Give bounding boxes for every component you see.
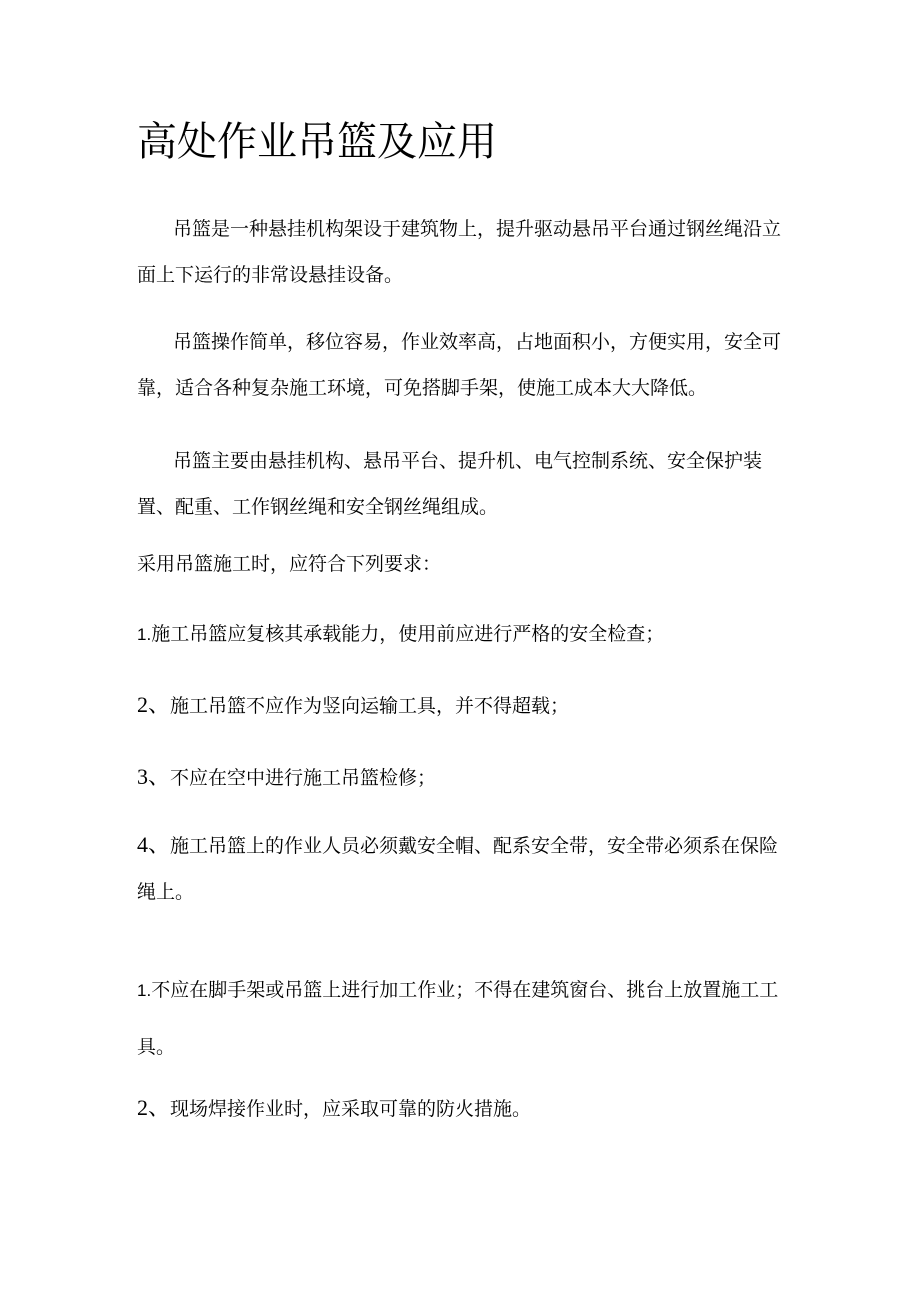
list-item-number: 1. — [137, 625, 152, 644]
list-item-text: 不应在空中进行施工吊篮检修； — [170, 767, 437, 789]
list-item-text: 施工吊篮应复核其承载能力，使用前应进行严格的安全检查； — [151, 623, 665, 645]
list-item-number: 3、 — [137, 764, 171, 789]
list-item — [137, 1093, 531, 1124]
list-item-text: 现场焊接作业时，应采取可靠的防火措施。 — [170, 1098, 532, 1120]
requirements-intro: 采用吊篮施工时，应符合下列要求： — [137, 553, 442, 575]
paragraph-advantages: 吊篮操作简单，移位容易，作业效率高，占地面积小，方便实用，安全可靠，适合各种复杂施工环境，可免搭脚手架，使施工成本大大降低。 — [137, 331, 782, 399]
paragraph-definition: 吊篮是一种悬挂机构架设于建筑物上，提升驱动悬吊平台通过钢丝绳沿立面上下运行的非常设悬挂设备。 — [137, 218, 782, 286]
list-item — [137, 762, 436, 793]
list-item-text: 不应在脚手架或吊篮上进行加工作业；不得在建筑窗台、挑台上放置施工工具。 — [137, 979, 779, 1058]
page-title: 高处作业吊篮及应用 — [137, 119, 497, 165]
list-item-number: 4、 — [137, 832, 171, 857]
list-item — [137, 962, 782, 1075]
paragraph-components: 吊篮主要由悬挂机构、悬吊平台、提升机、电气控制系统、安全保护装置、配重、工作钢丝绳和安全钢丝绳组成。 — [137, 450, 763, 518]
list-item-number: 2、 — [137, 1095, 171, 1120]
list-item-text: 施工吊篮不应作为竖向运输工具，并不得超载； — [170, 695, 570, 717]
list-item-text: 施工吊篮上的作业人员必须戴安全帽、配系安全带，安全带必须系在保险绳上。 — [137, 835, 779, 903]
list-item-number: 1. — [137, 981, 152, 1000]
list-item — [137, 690, 569, 721]
list-item — [137, 619, 664, 650]
list-item-number: 2、 — [137, 692, 171, 717]
list-item — [137, 822, 782, 915]
